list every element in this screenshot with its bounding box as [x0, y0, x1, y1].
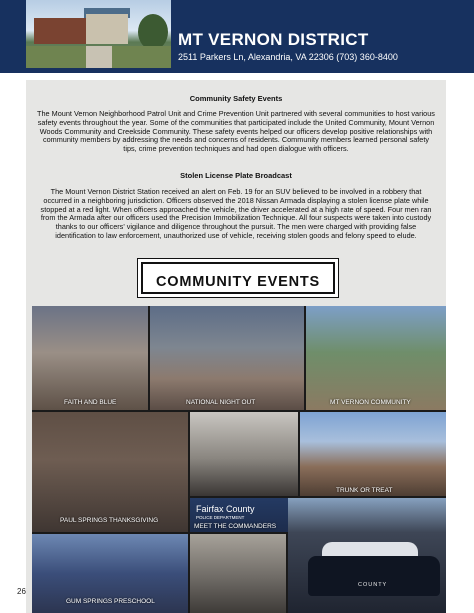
- article-title: Community Safety Events: [189, 94, 283, 103]
- photo-mt-vernon-community: [306, 306, 446, 410]
- district-contact: [178, 52, 398, 62]
- photo-faith-and-blue: [32, 306, 148, 410]
- photo-commanders-group: [190, 412, 298, 496]
- district-title: MT VERNON DISTRICT: [178, 30, 369, 49]
- police-department-sign-text: POLICE DEPARTMENT: [196, 515, 245, 520]
- photo-caption: FAITH AND BLUE: [64, 399, 117, 406]
- cruiser-lettering: COUNTY: [358, 582, 388, 588]
- station-entrance-image: [86, 14, 128, 44]
- walkway-image: [86, 46, 112, 68]
- section-header-frame: [137, 258, 339, 298]
- photo-national-night-out: [150, 306, 304, 410]
- page-number: 26: [17, 587, 26, 596]
- photo-caption: NATIONAL NIGHT OUT: [186, 399, 256, 406]
- district-phone: (703) 360-8400: [336, 52, 398, 62]
- photo-collage: [32, 306, 446, 613]
- photo-paul-springs-thanksgiving: [32, 412, 188, 532]
- photo-caption: TRUNK OR TREAT: [336, 487, 393, 494]
- district-station-photo: [26, 0, 171, 68]
- article-body: The Mount Vernon District Station received an alert on Feb. 19 for an SUV believed to be involved in a robbery that occurred in a neighboring jurisdiction. Officers observed the 2018 Nissan Armada displaying a stolen license plate while stopped at a red light. When officers approached the vehicle, the driver accelerated at a high rate of speed. Four men ran from the Armada after our officers used the Precision Immobilization Technique. All four suspects were taken into custody thanks to our officers' vigilance and diligence throughout the pursuit. The men were charged with providing false identification to law enforcement, unauthorized use of vehicle, receiving stolen goods and felony speed to elude.: [40, 187, 432, 240]
- station-building-image: [34, 18, 86, 44]
- photo-officers-group: [190, 534, 286, 613]
- photo-caption: MT VERNON COMMUNITY: [330, 399, 411, 406]
- photo-caption: MEET THE COMMANDERS: [194, 523, 277, 530]
- fairfax-county-sign-text: Fairfax County: [196, 504, 255, 514]
- photo-caption: GUM SPRINGS PRESCHOOL: [66, 598, 155, 605]
- section-header-inner: [141, 262, 335, 294]
- article-title: Stolen License Plate Broadcast: [180, 171, 292, 180]
- photo-police-cruiser: [288, 498, 446, 613]
- tree-image: [138, 14, 168, 50]
- photo-meet-the-commanders-sign: [190, 498, 288, 532]
- district-address: 2511 Parkers Ln, Alexandria, VA 22306: [178, 52, 334, 62]
- page-header: [0, 0, 474, 73]
- photo-caption: PAUL SPRINGS THANKSGIVING: [60, 517, 159, 524]
- section-title: COMMUNITY EVENTS: [156, 274, 320, 290]
- photo-trunk-or-treat: [300, 412, 446, 496]
- cruiser-image: [308, 556, 440, 596]
- photo-gum-springs-preschool: [32, 534, 188, 613]
- article-body: The Mount Vernon Neighborhood Patrol Unit and Crime Prevention Unit partnered with several communities to host various safety events throughout the year. Some of the communities that participated include the United Community, Mount Vernon Woods Community and Creekside Community. These safety events helped our officers develop positive relationships with community members by addressing the needs and concerns of residents. Community members learned personal safety tips, crime prevention techniques and had open dialogue with officers.: [37, 109, 435, 154]
